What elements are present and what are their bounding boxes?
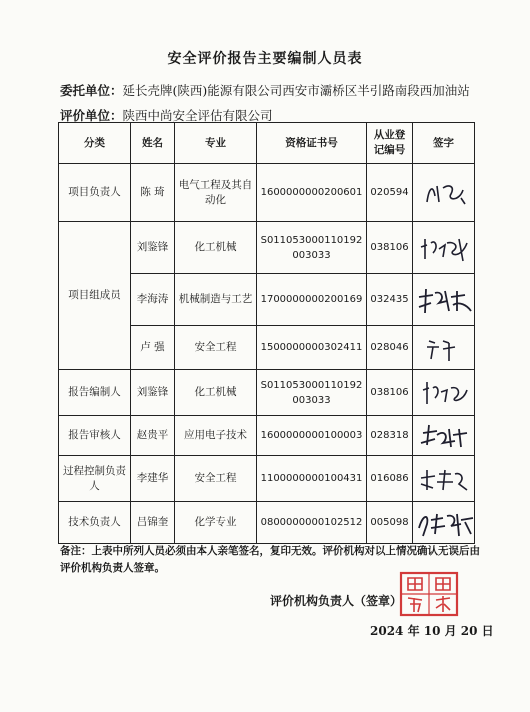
header-cert: 资格证书号 xyxy=(257,123,367,164)
header-reg: 从业登记编号 xyxy=(367,123,413,164)
cell-reg: 028046 xyxy=(367,326,413,370)
cell-name: 陈 琦 xyxy=(131,164,175,222)
cell-cert: 1100000000100431 xyxy=(257,456,367,502)
cell-reg: 028318 xyxy=(367,416,413,456)
cell-cert: 0800000000102512 xyxy=(257,502,367,544)
header-major: 专业 xyxy=(175,123,257,164)
client-line xyxy=(60,81,470,99)
client-label: 委托单位： xyxy=(60,83,123,98)
note-text: 备注：上表中所列人员必须由本人亲笔签名，复印无效。评价机构对以上情况确认无误后由评价机构负责人签章。 xyxy=(60,545,480,574)
cell-major: 安全工程 xyxy=(175,326,257,370)
cell-reg: 032435 xyxy=(367,274,413,326)
cell-name: 李海涛 xyxy=(131,274,175,326)
signature-image xyxy=(413,370,475,416)
staff-table xyxy=(58,122,475,544)
cell-reg: 005098 xyxy=(367,502,413,544)
cell-category: 项目组成员 xyxy=(59,222,131,370)
table-row xyxy=(59,164,475,222)
cell-major: 安全工程 xyxy=(175,456,257,502)
signature-image xyxy=(413,164,475,222)
seal-stamp-icon xyxy=(398,570,460,618)
cell-major: 应用电子技术 xyxy=(175,416,257,456)
table-row xyxy=(59,222,475,274)
cell-major: 化学专业 xyxy=(175,502,257,544)
cell-cert: 1700000000200169 xyxy=(257,274,367,326)
cell-category: 报告编制人 xyxy=(59,370,131,416)
evaluator-value: 陕西中尚安全评估有限公司 xyxy=(122,108,273,123)
table-row xyxy=(59,370,475,416)
cell-cert: 1500000000302411 xyxy=(257,326,367,370)
cell-cert: 1600000000100003 xyxy=(257,416,367,456)
cell-major: 机械制造与工艺 xyxy=(175,274,257,326)
table-row xyxy=(59,502,475,544)
cell-cert: S011053000110192003033 xyxy=(257,370,367,416)
signer-label: 评价机构负责人（签章） xyxy=(270,594,403,608)
cell-name: 刘鉴锋 xyxy=(131,370,175,416)
cell-cert: S011053000110192003033 xyxy=(257,222,367,274)
client-value: 延长壳牌(陕西)能源有限公司西安市灞桥区半引路南段西加油站 xyxy=(122,83,470,98)
cell-major: 化工机械 xyxy=(175,222,257,274)
cell-major: 电气工程及其自动化 xyxy=(175,164,257,222)
cell-category: 过程控制负责人 xyxy=(59,456,131,502)
signature-image xyxy=(413,274,475,326)
header-name: 姓名 xyxy=(131,123,175,164)
signature-image xyxy=(413,456,475,502)
cell-name: 吕锦奎 xyxy=(131,502,175,544)
cell-major: 化工机械 xyxy=(175,370,257,416)
cell-reg: 020594 xyxy=(367,164,413,222)
cell-name: 刘鉴锋 xyxy=(131,222,175,274)
table-row xyxy=(59,456,475,502)
cell-category: 报告审核人 xyxy=(59,416,131,456)
cell-category: 项目负责人 xyxy=(59,164,131,222)
cell-name: 卢 强 xyxy=(131,326,175,370)
cell-name: 赵贵平 xyxy=(131,416,175,456)
cell-reg: 016086 xyxy=(367,456,413,502)
cell-reg: 038106 xyxy=(367,222,413,274)
date-text: 2024 年 10 月 20 日 xyxy=(370,624,494,638)
header-category: 分类 xyxy=(59,123,131,164)
cell-name: 李建华 xyxy=(131,456,175,502)
signature-image xyxy=(413,416,475,456)
cell-cert: 1600000000200601 xyxy=(257,164,367,222)
cell-reg: 038106 xyxy=(367,370,413,416)
evaluator-label: 评价单位： xyxy=(60,108,123,123)
table-row xyxy=(59,416,475,456)
page-title: 安全评价报告主要编制人员表 xyxy=(167,51,363,67)
table-header-row xyxy=(59,123,475,164)
signature-image xyxy=(413,502,475,544)
cell-category: 技术负责人 xyxy=(59,502,131,544)
signature-image xyxy=(413,326,475,370)
header-signature: 签字 xyxy=(413,123,475,164)
signature-image xyxy=(413,222,475,274)
